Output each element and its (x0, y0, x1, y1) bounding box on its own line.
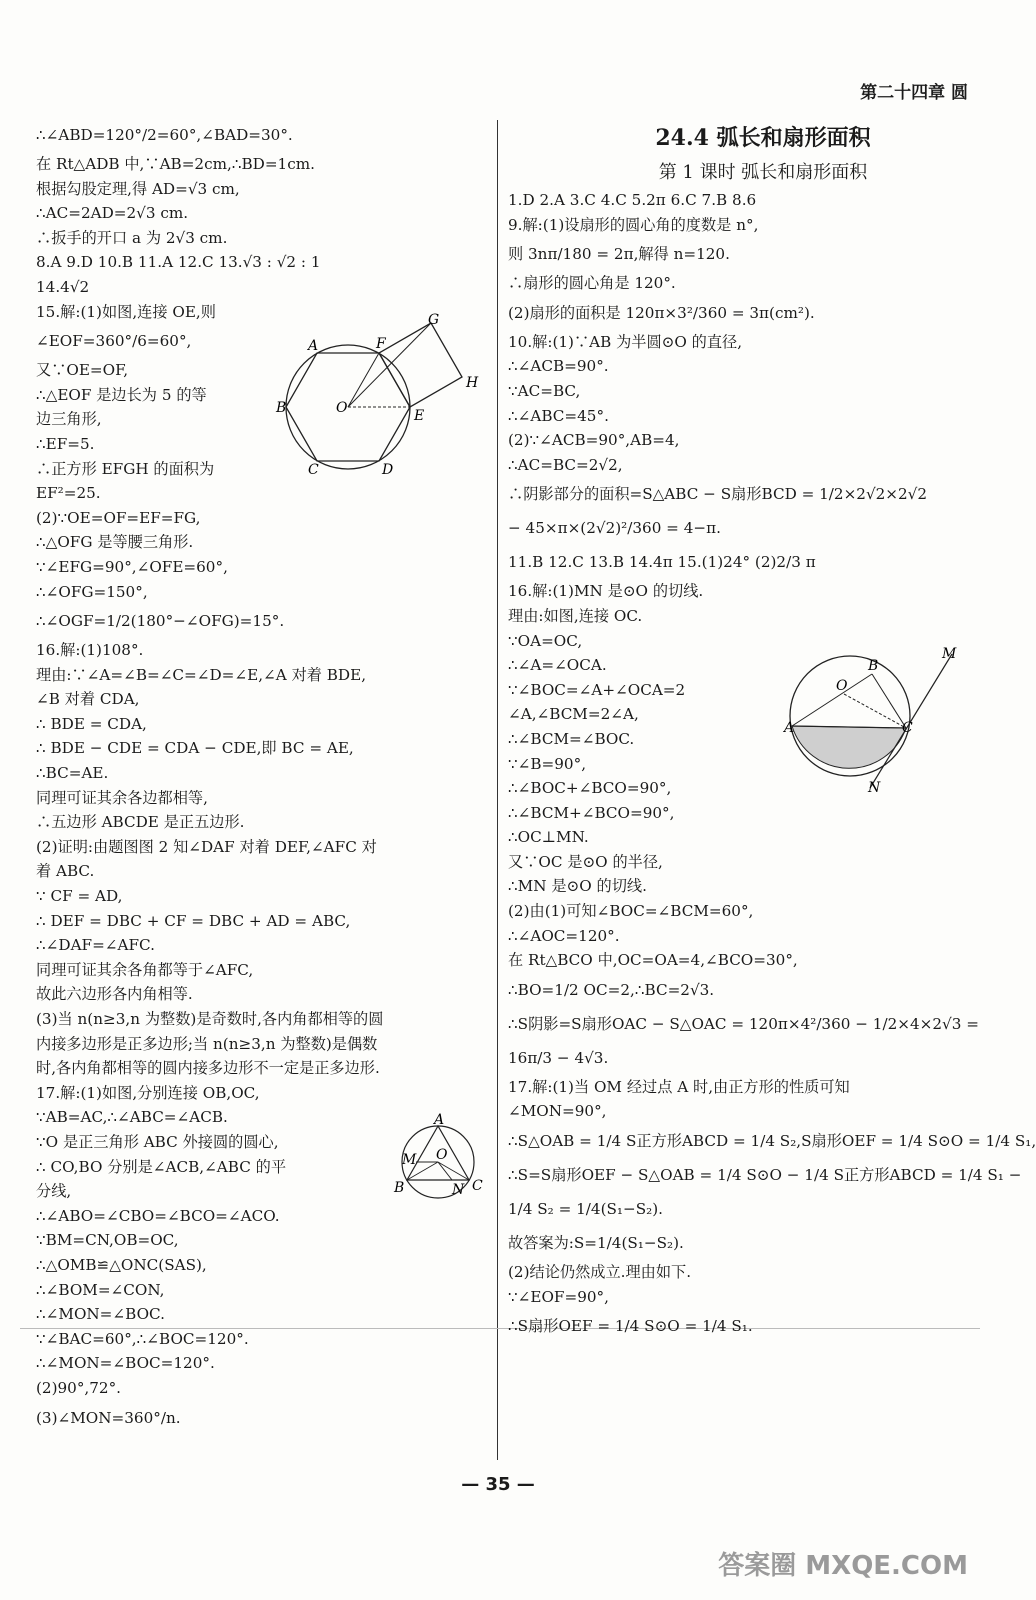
right-line: ∴∠A=∠OCA. (508, 656, 607, 675)
figure-label: H (466, 375, 479, 391)
left-line: 边三角形, (36, 410, 102, 429)
left-line: ∵ CF = AD, (36, 887, 123, 906)
left-line: (2)证明:由题图图 2 知∠DAF 对着 DEF,∠AFC 对 (36, 837, 377, 856)
lesson-title: 第 1 课时 弧长和扇形面积 (658, 162, 868, 183)
figure-label: C (472, 1178, 483, 1194)
right-line: 又∵OC 是⊙O 的半径, (508, 852, 663, 871)
left-line: 17.解:(1)如图,分别连接 OB,OC, (36, 1083, 260, 1102)
left-line: 理由:∵∠A=∠B=∠C=∠D=∠E,∠A 对着 BDE, (36, 665, 367, 684)
right-line: ∴∠BOC+∠BCO=90°, (508, 779, 672, 798)
right-line: 10.解:(1)∵AB 为半圆⊙O 的直径, (508, 332, 743, 351)
left-line: 故此六边形各内角相等. (36, 985, 193, 1004)
right-line: 1.D 2.A 3.C 4.C 5.2π 6.C 7.B 8.6 (508, 191, 757, 209)
left-line: 又∵OE=OF, (36, 361, 129, 380)
right-line: 16.解:(1)MN 是⊙O 的切线. (508, 582, 704, 601)
watermark-logo: 答案圈 MXQE.COM (718, 1551, 968, 1581)
column-divider (497, 120, 498, 1460)
right-line: 1/4 S₂ = 1/4(S₁−S₂). (508, 1200, 663, 1219)
left-line: ∵∠EFG=90°,∠OFE=60°, (36, 557, 228, 576)
left-line: ∴ BDE − CDE = CDA − CDE,即 BC = AE, (36, 739, 354, 758)
square-shape (379, 323, 462, 407)
right-line: 故答案为:S=1/4(S₁−S₂). (508, 1234, 684, 1253)
left-line: ∴∠ABD=120°/2=60°,∠BAD=30°. (36, 126, 293, 144)
line-bc (872, 674, 906, 728)
figure-label: O (836, 678, 848, 694)
left-line: ∴△OMB≌△ONC(SAS), (36, 1255, 207, 1274)
left-line: ∴扳手的开口 a 为 2√3 cm. (36, 228, 228, 247)
page-number-value: 35 (485, 1474, 511, 1495)
figure-label: M (402, 1152, 417, 1168)
right-line: 理由:如图,连接 OC. (508, 606, 643, 625)
right-line: ∴S阴影=S扇形OAC − S△OAC = 120π×4²/360 − 1/2×4×2√3 = (508, 1014, 979, 1033)
figure-label: A (434, 1112, 445, 1128)
right-line: ∴BO=1/2 OC=2,∴BC=2√3. (508, 980, 715, 999)
left-line: ∴五边形 ABCDE 是正五边形. (36, 813, 245, 832)
left-line: (3)∠MON=360°/n. (36, 1408, 181, 1427)
left-line: ∠B 对着 CDA, (36, 690, 140, 709)
right-line: ∴扇形的圆心角是 120°. (508, 274, 676, 293)
right-line: (2)∵∠ACB=90°,AB=4, (508, 431, 680, 450)
right-line: ∴∠AOC=120°. (508, 926, 620, 945)
left-line: ∵AB=AC,∴∠ABC=∠ACB. (36, 1108, 228, 1127)
left-line: 8.A 9.D 10.B 11.A 12.C 13.√3 : √2 : 1 (36, 253, 321, 272)
right-line: ∵∠EOF=90°, (508, 1287, 609, 1306)
left-line: 在 Rt△ADB 中,∵AB=2cm,∴BD=1cm. (36, 155, 315, 173)
left-line: 同理可证其余各角都等于∠AFC, (36, 960, 254, 979)
right-line: 16π/3 − 4√3. (508, 1048, 609, 1067)
left-line: ∴∠OFG=150°, (36, 582, 148, 601)
right-line: ∴∠ACB=90°. (508, 357, 609, 376)
right-line: ∴S扇形OEF = 1/4 S⊙O = 1/4 S₁. (508, 1317, 753, 1336)
line-ob (792, 674, 872, 726)
left-line: 根据勾股定理,得 AD=√3 cm, (36, 179, 240, 198)
right-line: (2)扇形的面积是 120π×3²/360 = 3π(cm²). (508, 303, 815, 322)
left-line: ∴∠OGF=1/2(180°−∠OFG)=15°. (36, 612, 285, 631)
left-line: 分线, (36, 1182, 72, 1201)
right-line: 则 3nπ/180 = 2π,解得 n=120. (508, 245, 730, 264)
left-line: ∵O 是正三角形 ABC 外接圆的圆心, (36, 1132, 279, 1151)
left-line: ∠EOF=360°/6=60°, (36, 332, 192, 351)
figure-label: O (336, 400, 348, 416)
tangent-figure (784, 640, 968, 800)
page-number: — 35 — (461, 1474, 535, 1495)
figure-label: C (308, 462, 319, 478)
left-line: ∴正方形 EFGH 的面积为 (36, 459, 215, 478)
right-line: ∴AC=BC=2√2, (508, 455, 623, 474)
figure-label: O (436, 1147, 448, 1163)
figure-label: F (376, 336, 386, 352)
line-og (348, 323, 431, 407)
left-line: ∴∠MON=∠BOC=120°. (36, 1354, 215, 1373)
right-line: ∴S△OAB = 1/4 S正方形ABCD = 1/4 S₂,S扇形OEF = 1/4 S⊙O = 1/4 S₁, (508, 1132, 1036, 1151)
left-line: (2)∵OE=OF=EF=FG, (36, 508, 201, 527)
left-line: (2)90°,72°. (36, 1378, 122, 1397)
left-line: 内接多边形是正多边形;当 n(n≥3,n 为整数)是偶数 (36, 1034, 378, 1053)
left-line: ∴ DEF = DBC + CF = DBC + AD = ABC, (36, 911, 351, 930)
right-line: ∴OC⊥MN. (508, 828, 589, 847)
left-line: ∴EF=5. (36, 434, 95, 453)
left-line: ∴ CO,BO 分别是∠ACB,∠ABC 的平 (36, 1157, 287, 1176)
right-line: (2)结论仍然成立.理由如下. (508, 1263, 692, 1282)
left-line: ∴∠ABO=∠CBO=∠BCO=∠ACO. (36, 1206, 280, 1225)
left-line: ∵∠BAC=60°,∴∠BOC=120°. (36, 1329, 249, 1348)
figure-label: N (452, 1182, 465, 1198)
right-line: ∴阴影部分的面积=S△ABC − S扇形BCD = 1/2×2√2×2√2 (508, 485, 928, 504)
right-line: (2)由(1)可知∠BOC=∠BCM=60°, (508, 902, 754, 921)
right-line: ∴∠BCM=∠BOC. (508, 729, 635, 748)
left-line: ∴∠MON=∠BOC. (36, 1305, 165, 1324)
left-line: ∴ BDE = CDA, (36, 714, 147, 733)
right-line: ∠A,∠BCM=2∠A, (508, 705, 639, 724)
left-line: ∴BC=AE. (36, 764, 109, 783)
left-line: 时,各内角都相等的圆内接多边形不一定是正多边形. (36, 1059, 380, 1078)
right-line: 11.B 12.C 13.B 14.4π 15.(1)24° (2)2/3 π (508, 553, 816, 572)
left-line: ∴∠BOM=∠CON, (36, 1280, 165, 1299)
figure-label: C (902, 720, 913, 736)
figure-label: A (784, 720, 795, 736)
figure-label: B (276, 400, 287, 416)
right-line: ∵∠BOC=∠A+∠OCA=2 (508, 680, 686, 699)
left-line: (3)当 n(n≥3,n 为整数)是奇数时,各内角都相等的圆 (36, 1010, 384, 1028)
left-line: ∴△OFG 是等腰三角形. (36, 533, 194, 552)
figure-label: D (382, 462, 394, 478)
figure-label: B (868, 658, 879, 674)
hexagon-figure (276, 312, 486, 490)
left-line: EF²=25. (36, 484, 101, 503)
figure-label: B (394, 1180, 405, 1196)
left-line: 14.4√2 (36, 277, 90, 296)
left-line: 着 ABC. (36, 862, 95, 881)
line-on (438, 1162, 452, 1180)
right-line: ∵∠B=90°, (508, 754, 587, 773)
section-title: 24.4 弧长和扇形面积 (655, 125, 871, 151)
right-line: ∴MN 是⊙O 的切线. (508, 877, 647, 896)
right-line: 9.解:(1)设扇形的圆心角的度数是 n°, (508, 215, 759, 234)
right-line: ∠MON=90°, (508, 1102, 607, 1121)
right-line: ∵OA=OC, (508, 631, 583, 650)
right-line: ∴S=S扇形OEF − S△OAB = 1/4 S⊙O − 1/4 S正方形ABCD = 1/4 S₁ − (508, 1166, 1022, 1185)
left-line: 同理可证其余各边都相等, (36, 788, 208, 807)
line-oc (844, 694, 906, 728)
figure-label: N (868, 780, 881, 796)
left-line: ∴△EOF 是边长为 5 的等 (36, 385, 207, 404)
figure-label: G (428, 312, 440, 328)
left-line: 15.解:(1)如图,连接 OE,则 (36, 302, 216, 321)
right-line: 17.解:(1)当 OM 经过点 A 时,由正方形的性质可知 (508, 1077, 850, 1096)
triangle-figure (392, 1112, 488, 1204)
right-line: − 45×π×(2√2)²/360 = 4−π. (508, 519, 721, 538)
left-line: 16.解:(1)108°. (36, 641, 144, 660)
left-line: ∴AC=2AD=2√3 cm. (36, 204, 189, 223)
right-line: ∵AC=BC, (508, 381, 581, 400)
figure-label: E (414, 408, 425, 424)
right-line: ∴∠BCM+∠BCO=90°, (508, 803, 675, 822)
right-line: ∴∠ABC=45°. (508, 406, 609, 425)
figure-label: M (942, 646, 957, 662)
left-line: ∵BM=CN,OB=OC, (36, 1231, 179, 1250)
chapter-header: 第二十四章 圆 (860, 83, 968, 103)
left-line: ∴∠DAF=∠AFC. (36, 936, 155, 955)
right-line: 在 Rt△BCO 中,OC=OA=4,∠BCO=30°, (508, 951, 798, 970)
figure-label: A (308, 338, 319, 354)
